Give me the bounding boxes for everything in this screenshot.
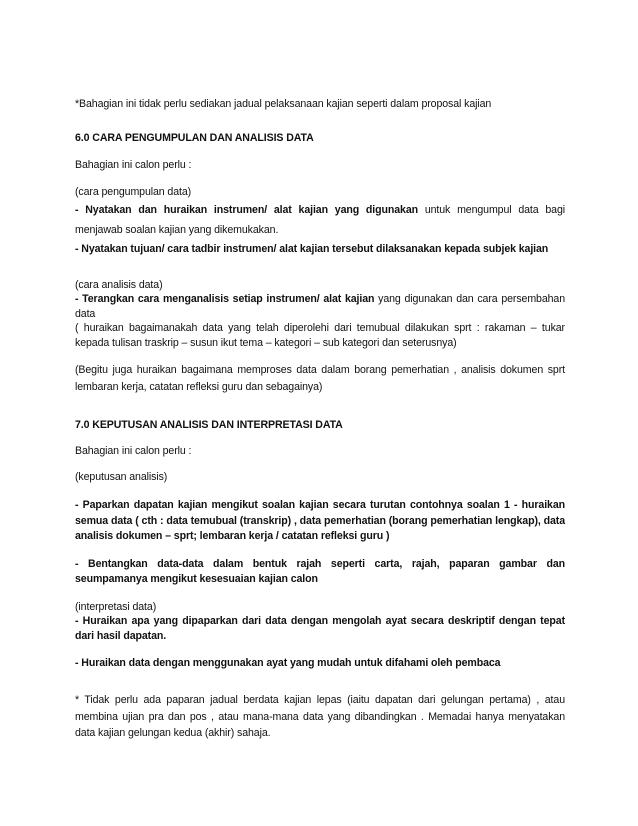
simple-paragraph: - Huraikan data dengan menggunakan ayat yang mudah untuk difahami oleh pembaca [75,657,501,669]
interp-paragraph: - Huraikan apa yang dipaparkan dari data dengan mengolah ayat secara deskriptif dengan tepat dari hasil dapatan. [75,615,565,642]
result-paragraph: - Paparkan dapatan kajian mengikut soalan kajian secara turutan contohnya soalan 1 - huraikan semua data ( cth : data temubual (transkrip) , data pemerhatian (borang pemerhatian lengkap), data analisis dokumen – sprt; lembaran kerja / catatan refleksi guru ) [75,499,565,542]
analysis-bold-text: - Terangkan cara menganalisis setiap instrumen/ alat kajian [75,293,375,305]
bottom-note: * Tidak perlu ada paparan jadual berdata kajian lepas (iaitu dapatan dari gelungan pertama) , atau membina ujian pra dan pos , atau mana-mana data yang dibandingkan . Memadai hanya menyatakan data kajian gelungan kedua (akhir) sahaja. [75,694,565,739]
analysis-paragraph [75,292,565,322]
section-6-heading: 6.0 CARA PENGUMPULAN DAN ANALISIS DATA [75,132,314,144]
chart-paragraph: - Bentangkan data-data dalam bentuk rajah seperti carta, rajah, paparan gambar dan seumpamanya mengikut kesesuaian kajian calon [75,558,565,585]
analysis-example: (Begitu juga huraikan bagaimana memproses data dalam borang pemerhatian , analisis dokumen sprt lembaran kerja, catatan refleksi guru dan sebagainya) [75,364,565,393]
section-7-intro: Bahagian ini calon perlu : [75,445,192,457]
collect-paragraph [75,200,565,240]
collect-bold-text: - Nyatakan dan huraikan instrumen/ alat kajian yang digunakan [75,204,419,216]
section-6-intro: Bahagian ini calon perlu : [75,159,192,171]
collect-label: (cara pengumpulan data) [75,186,192,198]
collect-line-2: - Nyatakan tujuan/ cara tadbir instrumen/ alat kajian tersebut dilaksanakan kepada subjek kajian [75,243,549,255]
analysis-label: (cara analisis data) [75,279,163,291]
section-7-heading: 7.0 KEPUTUSAN ANALISIS DAN INTERPRETASI DATA [75,419,343,431]
analysis-rest-text: yang digunakan dan cara persembahan data [75,293,565,320]
interp-label: (interpretasi data) [75,601,157,613]
collect-rest-text: untuk mengumpul data bagi menjawab soalan kajian yang dikemukakan. [75,204,566,236]
result-label: (keputusan analisis) [75,471,168,483]
analysis-detail: ( huraikan bagaimanakah data yang telah diperolehi dari temubual dilakukan sprt : rakaman – tukar kepada tulisan traskrip – susun ikut tema – kategori – sub kategori dan seterusnya) [75,322,565,349]
top-note: *Bahagian ini tidak perlu sediakan jadual pelaksanaan kajian seperti dalam proposal kajian [75,98,492,110]
